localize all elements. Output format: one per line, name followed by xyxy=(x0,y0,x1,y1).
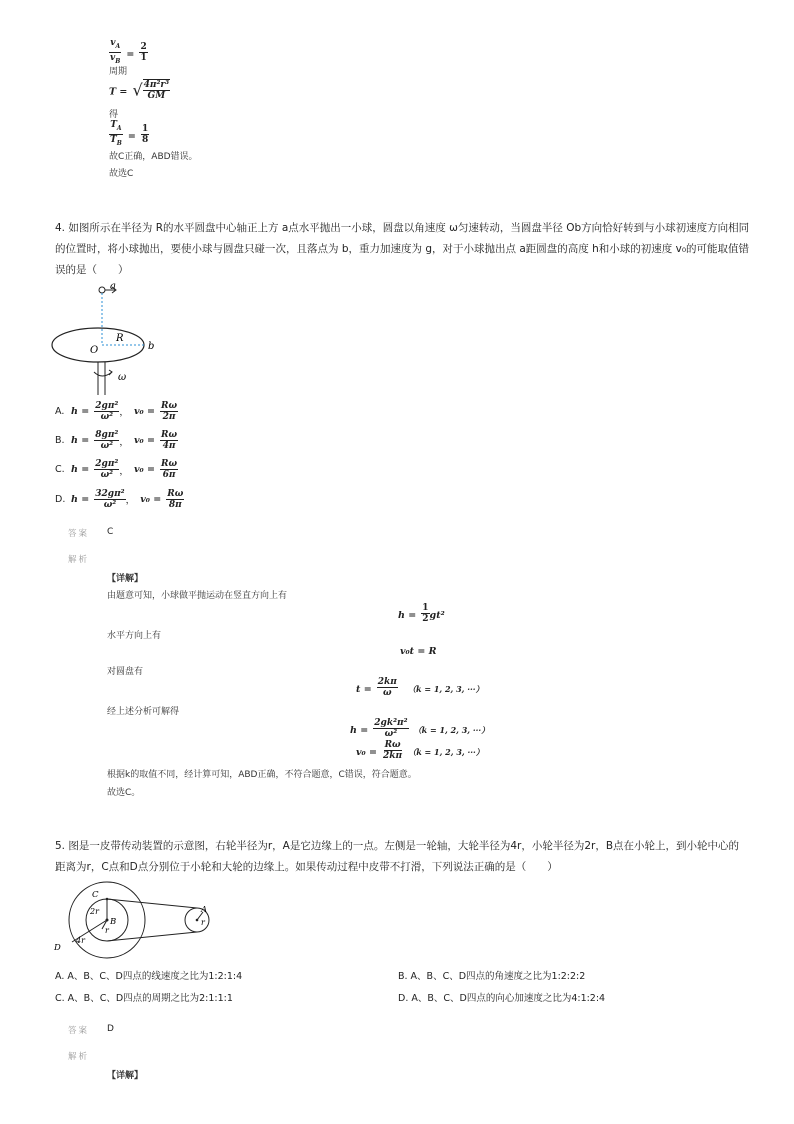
fig-label-C: C xyxy=(92,890,99,900)
conclusion-2: 故选C xyxy=(109,169,134,179)
q4-eq-4: h = $\frac{\text{2gk²π²}}{\text{ω²}}$ （k = 1, 2, 3, ···） xyxy=(350,718,490,739)
q4-sol-line-3: 对圆盘有 xyxy=(107,667,144,677)
q4-eq-5: v₀ = $\frac{R\omega}{2k\pi}$ （k = 1, 2, 3, ···） xyxy=(356,740,484,761)
q4-detail-heading: 【详解】 xyxy=(107,574,144,584)
q5-belt-figure xyxy=(50,880,220,960)
q4-line-3: 误的是（ ） xyxy=(55,264,129,276)
q5-answer-value: D xyxy=(107,1024,114,1034)
fig-label-a: a xyxy=(110,281,116,292)
fig-label-D: D xyxy=(54,943,61,953)
de-label: 得 xyxy=(109,110,119,120)
fig-label-O: O xyxy=(90,345,99,356)
period-label: 周期 xyxy=(109,67,128,77)
fig-label-b: b xyxy=(148,341,155,352)
q5-analysis-label: 解析 xyxy=(68,1052,90,1062)
q5-option-b[interactable]: B. A、B、C、D四点的角速度之比为1:2:2:2 xyxy=(398,971,586,982)
q4-option-b[interactable]: B. h = $\frac{\text{8gπ²}}{\text{ω²}}$ ， v₀ = $\frac{R\omega}{4\pi}$ xyxy=(55,430,178,451)
q4-sol-line-2: 水平方向上有 xyxy=(107,631,162,641)
q4-option-c[interactable]: C. h = $\frac{\text{2gπ²}}{\text{ω²}}$ ， v₀ = $\frac{R\omega}{6\pi}$ xyxy=(55,459,178,480)
q4-options xyxy=(55,396,184,514)
q4-stem xyxy=(55,218,755,281)
q5-option-d[interactable]: D. A、B、C、D四点的向心加速度之比为4:1:2:4 xyxy=(398,993,606,1004)
q5-line-2: 距离为r，C点和D点分别位于小轮和大轮的边缘上。如果传动过程中皮带不打滑，下列说法正确的是（ ） xyxy=(55,861,558,873)
q4-eq-1: h = $\frac{1}{2}$ gt² xyxy=(398,603,445,624)
fig-label-R: R xyxy=(116,333,124,344)
ratio-v-equation: $\frac{v_A}{v_B}$ = $\frac{2}{1}$ xyxy=(110,38,147,65)
q4-line-2: 的位置时，将小球抛出，要使小球与圆盘只碰一次，且落点为 b，重力加速度为 g，对于小球抛出点 a距圆盘的高度 h和小球的初速度 v₀的可能取值错 xyxy=(55,243,750,255)
q4-disk-figure xyxy=(50,280,170,395)
q4-line-1: 4. 如图所示在半径为 R的水平圆盘中心轴正上方 a点水平抛出一小球，圆盘以角速度 ω匀速转动，当圆盘半径 Ob方向恰好转到与小球初速度方向相同 xyxy=(55,222,750,234)
fig-label-ra: r xyxy=(201,918,205,927)
q4-option-d[interactable]: D. h = $\frac{\text{32gπ²}}{\text{ω²}}$ ， v₀ = $\frac{R\omega}{8\pi}$ xyxy=(55,488,184,510)
q5-line-1: 5. 图是一皮带传动装置的示意图，右轮半径为r，A是它边缘上的一点。左侧是一轮轴，大轮半径为4r，小轮半径为2r，B点在小轮上，到小轮中心的 xyxy=(55,840,740,852)
fig-label-4r: 4r xyxy=(76,936,85,945)
ratio-t-equation: $\frac{T_A}{T_B}$ = $\frac{1}{8}$ xyxy=(110,120,149,147)
q4-sol-line-6: 故选C。 xyxy=(107,788,141,798)
q5-detail-heading: 【详解】 xyxy=(107,1071,144,1081)
q4-eq-3: t = $\frac{2k\pi}{\omega}$ （k = 1, 2, 3, ···） xyxy=(356,677,484,698)
q5-answer-label: 答案 xyxy=(68,1026,90,1036)
q5-option-a[interactable]: A. A、B、C、D四点的线速度之比为1:2:1:4 xyxy=(55,971,243,982)
fig-label-omega: ω xyxy=(118,372,127,383)
fig-label-r: r xyxy=(105,926,109,935)
conclusion-1: 故C正确，ABD错误。 xyxy=(109,152,198,162)
period-equation: T = √ $\frac{\text{4π²r³}}{GM}$ xyxy=(109,80,170,101)
q4-analysis-label: 解析 xyxy=(68,555,90,565)
q4-sol-line-4: 经上述分析可解得 xyxy=(107,707,180,717)
q4-answer-label: 答案 xyxy=(68,529,90,539)
fig-label-A: A xyxy=(201,905,208,915)
fig-label-B: B xyxy=(110,917,117,927)
fig-label-2r: 2r xyxy=(90,907,99,916)
q5-stem xyxy=(55,836,755,878)
q4-eq-2: v₀t = R xyxy=(400,646,437,657)
q5-option-c[interactable]: C. A、B、C、D四点的周期之比为2:1:1:1 xyxy=(55,993,233,1004)
q4-sol-line-1: 由题意可知，小球做平抛运动在竖直方向上有 xyxy=(107,591,288,601)
q4-answer-value: C xyxy=(107,527,114,537)
q4-sol-line-5: 根据k的取值不同，经计算可知，ABD正确，不符合题意，C错误，符合题意。 xyxy=(107,770,417,780)
q4-option-a[interactable]: A. h = $\frac{\text{2gπ²}}{\text{ω²}}$ ， v₀ = $\frac{R\omega}{2\pi}$ xyxy=(55,400,178,422)
